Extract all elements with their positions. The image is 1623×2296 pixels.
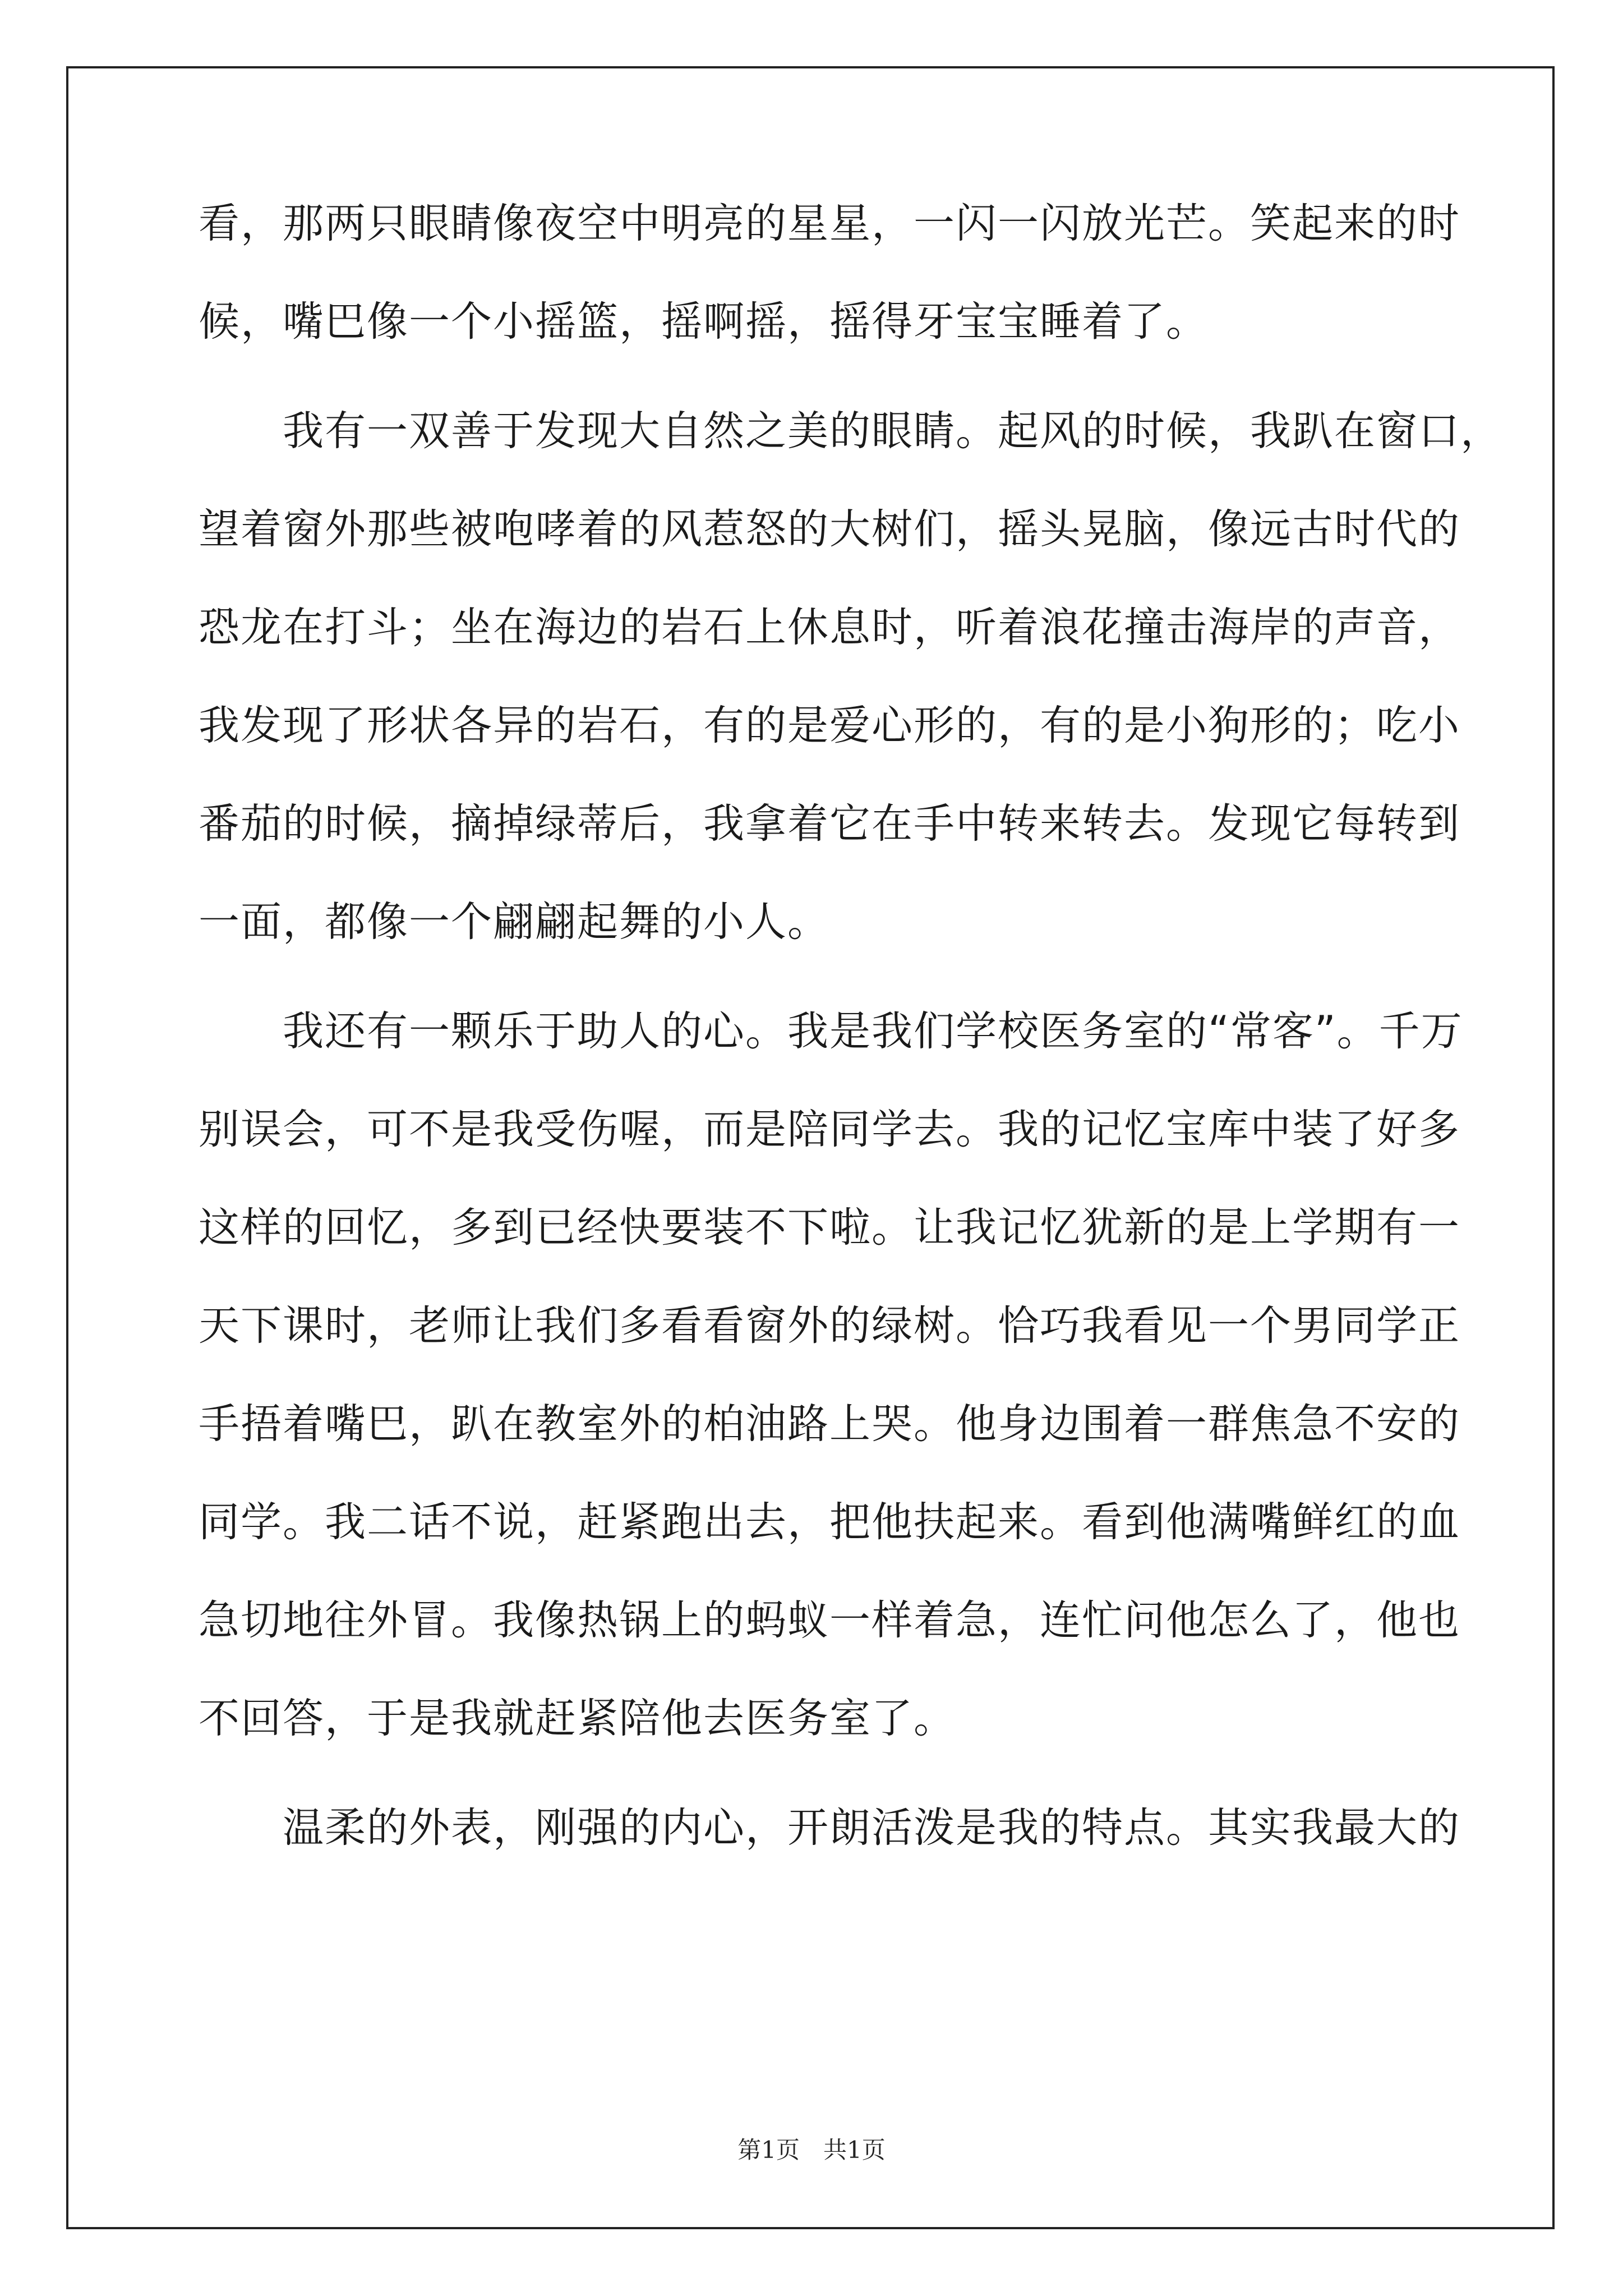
text-line: 急切地往外冒。我像热锅上的蚂蚁一样着急，连忙问他怎么了，他也 xyxy=(199,1596,1460,1644)
text-line: 不回答，于是我就赶紧陪他去医务室了。 xyxy=(199,1695,956,1742)
page-number-footer: 第1页 共1页 xyxy=(737,2136,886,2164)
text-line: 看，那两只眼睛像夜空中明亮的星星，一闪一闪放光芒。笑起来的时 xyxy=(199,200,1460,247)
text-line: 同学。我二话不说，赶紧跑出去，把他扶起来。看到他满嘴鲜红的血 xyxy=(199,1498,1460,1546)
text-line: 望着窗外那些被咆哮着的风惹怒的大树们，摇头晃脑，像远古时代的 xyxy=(199,505,1460,553)
text-line: 别误会，可不是我受伤喔，而是陪同学去。我的记忆宝库中装了好多 xyxy=(199,1106,1460,1153)
text-line: 候，嘴巴像一个小摇篮，摇啊摇，摇得牙宝宝睡着了。 xyxy=(199,298,1208,346)
text-line: 我发现了形状各异的岩石，有的是爱心形的，有的是小狗形的；吃小 xyxy=(199,702,1460,749)
text-line: 我还有一颗乐于助人的心。我是我们学校医务室的“常客”。千万 xyxy=(199,1007,1463,1055)
text-line: 我有一双善于发现大自然之美的眼睛。起风的时候，我趴在窗口， xyxy=(199,407,1502,455)
text-line: 恐龙在打斗；坐在海边的岩石上休息时，听着浪花撞击海岸的声音， xyxy=(199,604,1460,651)
text-line: 手捂着嘴巴，趴在教室外的柏油路上哭。他身边围着一群焦急不安的 xyxy=(199,1400,1460,1448)
text-line: 番茄的时候，摘掉绿蒂后，我拿着它在手中转来转去。发现它每转到 xyxy=(199,800,1460,848)
text-line: 天下课时，老师让我们多看看窗外的绿树。恰巧我看见一个男同学正 xyxy=(199,1302,1460,1350)
text-line: 这样的回忆，多到已经快要装不下啦。让我记忆犹新的是上学期有一 xyxy=(199,1204,1460,1251)
text-line: 一面，都像一个翩翩起舞的小人。 xyxy=(199,898,829,946)
text-line: 温柔的外表，刚强的内心，开朗活泼是我的特点。其实我最大的 xyxy=(199,1804,1460,1852)
